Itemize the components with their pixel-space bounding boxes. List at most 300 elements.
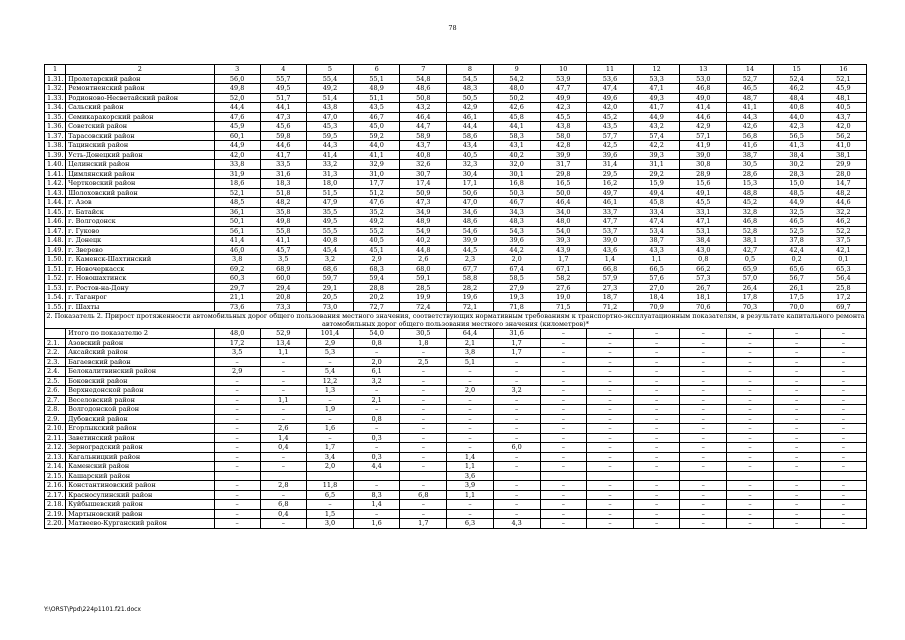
value-cell: 38,4 bbox=[773, 150, 820, 160]
district-name-cell: Багаевский район bbox=[66, 357, 215, 367]
value-cell: 3,2 bbox=[354, 376, 400, 386]
value-cell: 51,8 bbox=[260, 188, 306, 198]
value-cell: – bbox=[773, 329, 820, 339]
value-cell: 38,7 bbox=[727, 150, 773, 160]
value-cell: 73,3 bbox=[260, 302, 306, 312]
value-cell: – bbox=[634, 424, 680, 434]
value-cell: – bbox=[586, 519, 633, 529]
value-cell: 2,8 bbox=[260, 481, 306, 491]
row-number-cell: 1.40. bbox=[45, 160, 66, 170]
value-cell: – bbox=[727, 462, 773, 472]
value-cell: 17,4 bbox=[400, 179, 447, 189]
value-cell: – bbox=[400, 433, 447, 443]
value-cell: – bbox=[586, 338, 633, 348]
table-row bbox=[45, 338, 867, 348]
value-cell: 43,2 bbox=[634, 122, 680, 132]
value-cell: 41,4 bbox=[680, 103, 727, 113]
value-cell: 42,6 bbox=[493, 103, 540, 113]
value-cell: 48,4 bbox=[773, 93, 820, 103]
table-row bbox=[45, 93, 867, 103]
value-cell: – bbox=[773, 348, 820, 358]
value-cell: 35,2 bbox=[354, 207, 400, 217]
value-cell: 49,6 bbox=[586, 93, 633, 103]
value-cell bbox=[586, 471, 633, 481]
district-name-cell: г. Ростов-на-Дону bbox=[66, 283, 215, 293]
value-cell: 29,1 bbox=[306, 283, 353, 293]
row-number-cell: 1.50. bbox=[45, 255, 66, 265]
table-row bbox=[45, 264, 867, 274]
row-number-cell: 1.44. bbox=[45, 198, 66, 208]
value-cell: 32,3 bbox=[447, 160, 493, 170]
table-row bbox=[45, 367, 867, 377]
value-cell: – bbox=[540, 490, 586, 500]
column-number-header: 12 bbox=[634, 65, 680, 75]
value-cell: 42,4 bbox=[773, 245, 820, 255]
value-cell: 64,4 bbox=[447, 329, 493, 339]
value-cell: – bbox=[586, 348, 633, 358]
district-name-cell: г. Шахты bbox=[66, 302, 215, 312]
value-cell: – bbox=[400, 509, 447, 519]
value-cell: – bbox=[820, 348, 866, 358]
table-row bbox=[45, 283, 867, 293]
value-cell: 35,5 bbox=[306, 207, 353, 217]
value-cell: – bbox=[586, 376, 633, 386]
value-cell: 45,2 bbox=[586, 112, 633, 122]
value-cell: 42,7 bbox=[727, 245, 773, 255]
column-number-header: 1 bbox=[45, 65, 66, 75]
value-cell: 46,8 bbox=[727, 217, 773, 227]
value-cell: 55,5 bbox=[306, 226, 353, 236]
value-cell: 54,2 bbox=[493, 74, 540, 84]
value-cell: – bbox=[400, 395, 447, 405]
value-cell: 56,5 bbox=[773, 131, 820, 141]
row-number-cell: 1.41. bbox=[45, 169, 66, 179]
value-cell: – bbox=[727, 519, 773, 529]
value-cell: 2,9 bbox=[354, 255, 400, 265]
row-number-cell: 1.52. bbox=[45, 274, 66, 284]
value-cell: – bbox=[680, 481, 727, 491]
value-cell: – bbox=[773, 443, 820, 453]
value-cell: – bbox=[727, 509, 773, 519]
value-cell: 69,7 bbox=[820, 302, 866, 312]
value-cell: 49,1 bbox=[680, 188, 727, 198]
value-cell: 31,0 bbox=[354, 169, 400, 179]
value-cell: 44,1 bbox=[260, 103, 306, 113]
value-cell: 46,5 bbox=[727, 84, 773, 94]
value-cell bbox=[354, 471, 400, 481]
value-cell: 59,4 bbox=[354, 274, 400, 284]
value-cell: 56,4 bbox=[820, 274, 866, 284]
section-title-row bbox=[45, 312, 867, 329]
district-name-cell: Веселовский район bbox=[66, 395, 215, 405]
value-cell: 26,4 bbox=[727, 283, 773, 293]
value-cell bbox=[493, 471, 540, 481]
value-cell: 18,4 bbox=[634, 293, 680, 303]
value-cell: – bbox=[773, 357, 820, 367]
row-number-cell: 2.12. bbox=[45, 443, 66, 453]
value-cell: 59,7 bbox=[306, 274, 353, 284]
value-cell: 45,4 bbox=[306, 245, 353, 255]
table-row bbox=[45, 207, 867, 217]
value-cell: 34,9 bbox=[400, 207, 447, 217]
value-cell: 28,6 bbox=[727, 169, 773, 179]
value-cell: – bbox=[354, 405, 400, 415]
value-cell: 35,8 bbox=[260, 207, 306, 217]
value-cell: 73,0 bbox=[306, 302, 353, 312]
row-number-cell: 1.53. bbox=[45, 283, 66, 293]
value-cell: – bbox=[634, 490, 680, 500]
value-cell: 71,8 bbox=[493, 302, 540, 312]
value-cell: 16,8 bbox=[493, 179, 540, 189]
value-cell: – bbox=[820, 395, 866, 405]
district-name-cell: Каменский район bbox=[66, 462, 215, 472]
value-cell: 40,5 bbox=[354, 236, 400, 246]
value-cell: 1,1 bbox=[260, 348, 306, 358]
value-cell: – bbox=[680, 490, 727, 500]
value-cell: – bbox=[634, 395, 680, 405]
value-cell: – bbox=[634, 338, 680, 348]
value-cell: 0,3 bbox=[354, 433, 400, 443]
value-cell: – bbox=[634, 329, 680, 339]
value-cell: 27,0 bbox=[634, 283, 680, 293]
table-row bbox=[45, 169, 867, 179]
value-cell: – bbox=[773, 386, 820, 396]
value-cell: 5,1 bbox=[447, 357, 493, 367]
value-cell: 46,7 bbox=[354, 112, 400, 122]
value-cell: – bbox=[306, 357, 353, 367]
column-number-header: 5 bbox=[306, 65, 353, 75]
value-cell: 48,2 bbox=[260, 198, 306, 208]
value-cell: – bbox=[586, 500, 633, 510]
value-cell bbox=[820, 471, 866, 481]
value-cell: 37,8 bbox=[773, 236, 820, 246]
value-cell: 15,3 bbox=[727, 179, 773, 189]
table-row bbox=[45, 471, 867, 481]
value-cell: – bbox=[680, 509, 727, 519]
row-number-cell: 1.31. bbox=[45, 74, 66, 84]
row-number-cell: 1.34. bbox=[45, 103, 66, 113]
value-cell: 48,5 bbox=[773, 188, 820, 198]
value-cell: 17,2 bbox=[820, 293, 866, 303]
value-cell: – bbox=[634, 386, 680, 396]
table-row bbox=[45, 519, 867, 529]
value-cell: 0,4 bbox=[260, 443, 306, 453]
value-cell: 40,8 bbox=[306, 236, 353, 246]
value-cell: – bbox=[727, 329, 773, 339]
value-cell: 6,3 bbox=[447, 519, 493, 529]
table-row bbox=[45, 481, 867, 491]
row-number-cell: 1.43. bbox=[45, 188, 66, 198]
value-cell: 6,1 bbox=[354, 367, 400, 377]
value-cell: 42,3 bbox=[540, 103, 586, 113]
value-cell: – bbox=[354, 509, 400, 519]
value-cell: 4,3 bbox=[493, 519, 540, 529]
value-cell: – bbox=[586, 357, 633, 367]
value-cell: – bbox=[727, 424, 773, 434]
value-cell: 2,6 bbox=[260, 424, 306, 434]
value-cell: 1,4 bbox=[586, 255, 633, 265]
value-cell: 52,9 bbox=[260, 329, 306, 339]
value-cell: – bbox=[727, 395, 773, 405]
value-cell: 30,7 bbox=[400, 169, 447, 179]
value-cell: – bbox=[260, 386, 306, 396]
value-cell: 16,5 bbox=[540, 179, 586, 189]
value-cell: – bbox=[634, 433, 680, 443]
value-cell: 54,6 bbox=[447, 226, 493, 236]
row-number-cell: 1.55. bbox=[45, 302, 66, 312]
value-cell: 32,2 bbox=[820, 207, 866, 217]
value-cell: – bbox=[773, 452, 820, 462]
value-cell: 47,4 bbox=[586, 84, 633, 94]
value-cell: 0,1 bbox=[820, 255, 866, 265]
district-name-cell: Тацинский район bbox=[66, 141, 215, 151]
value-cell: – bbox=[447, 367, 493, 377]
value-cell: 31,4 bbox=[586, 160, 633, 170]
value-cell: 52,7 bbox=[727, 74, 773, 84]
table-row bbox=[45, 424, 867, 434]
value-cell: 48,1 bbox=[820, 93, 866, 103]
value-cell: 43,1 bbox=[493, 141, 540, 151]
district-name-cell: Мартыновский район bbox=[66, 509, 215, 519]
value-cell: – bbox=[680, 500, 727, 510]
value-cell: – bbox=[493, 367, 540, 377]
value-cell: 50,5 bbox=[447, 93, 493, 103]
row-number-cell: 1.47. bbox=[45, 226, 66, 236]
value-cell: 17,8 bbox=[727, 293, 773, 303]
value-cell: 42,0 bbox=[586, 103, 633, 113]
value-cell: 53,7 bbox=[586, 226, 633, 236]
value-cell: – bbox=[214, 405, 260, 415]
value-cell: – bbox=[773, 424, 820, 434]
value-cell: 1,1 bbox=[447, 462, 493, 472]
value-cell: 28,0 bbox=[820, 169, 866, 179]
value-cell: 53,0 bbox=[680, 74, 727, 84]
value-cell: 45,5 bbox=[540, 112, 586, 122]
value-cell: – bbox=[306, 414, 353, 424]
value-cell: – bbox=[727, 443, 773, 453]
table-row bbox=[45, 150, 867, 160]
value-cell: 57,9 bbox=[586, 274, 633, 284]
value-cell: 72,4 bbox=[400, 302, 447, 312]
value-cell: – bbox=[400, 414, 447, 424]
value-cell: 42,9 bbox=[680, 122, 727, 132]
value-cell: 43,8 bbox=[306, 103, 353, 113]
value-cell: 1,3 bbox=[306, 386, 353, 396]
value-cell: – bbox=[493, 452, 540, 462]
value-cell: 54,0 bbox=[540, 226, 586, 236]
value-cell: 71,2 bbox=[586, 302, 633, 312]
value-cell: 54,9 bbox=[400, 226, 447, 236]
value-cell: 58,3 bbox=[493, 131, 540, 141]
value-cell: 41,1 bbox=[727, 103, 773, 113]
value-cell: – bbox=[214, 414, 260, 424]
value-cell: – bbox=[400, 481, 447, 491]
value-cell: – bbox=[493, 481, 540, 491]
value-cell: – bbox=[214, 386, 260, 396]
value-cell: 38,1 bbox=[820, 150, 866, 160]
row-number-cell: 2.19. bbox=[45, 509, 66, 519]
value-cell: – bbox=[540, 519, 586, 529]
value-cell: 44,9 bbox=[773, 198, 820, 208]
table-row bbox=[45, 509, 867, 519]
value-cell: 49,0 bbox=[680, 93, 727, 103]
value-cell: 43,8 bbox=[540, 122, 586, 132]
value-cell: 48,2 bbox=[820, 188, 866, 198]
value-cell: – bbox=[727, 386, 773, 396]
value-cell: 48,7 bbox=[727, 93, 773, 103]
value-cell: – bbox=[634, 348, 680, 358]
value-cell: – bbox=[540, 500, 586, 510]
value-cell: 3,2 bbox=[306, 255, 353, 265]
value-cell: 18,1 bbox=[680, 293, 727, 303]
value-cell: – bbox=[540, 367, 586, 377]
value-cell: 38,7 bbox=[634, 236, 680, 246]
value-cell: 47,7 bbox=[586, 217, 633, 227]
value-cell: – bbox=[773, 519, 820, 529]
district-name-cell: Аксайский район bbox=[66, 348, 215, 358]
value-cell: – bbox=[447, 395, 493, 405]
value-cell: 48,0 bbox=[493, 84, 540, 94]
value-cell: 57,6 bbox=[634, 274, 680, 284]
value-cell: 17,2 bbox=[214, 338, 260, 348]
value-cell: 49,8 bbox=[214, 84, 260, 94]
value-cell: – bbox=[493, 376, 540, 386]
value-cell: 26,1 bbox=[773, 283, 820, 293]
value-cell: 48,6 bbox=[447, 217, 493, 227]
value-cell: 44,2 bbox=[493, 245, 540, 255]
value-cell: 58,9 bbox=[400, 131, 447, 141]
value-cell: 32,5 bbox=[773, 207, 820, 217]
value-cell: – bbox=[447, 424, 493, 434]
value-cell: 49,8 bbox=[260, 217, 306, 227]
value-cell: 45,8 bbox=[634, 198, 680, 208]
value-cell: – bbox=[680, 462, 727, 472]
value-cell: 41,3 bbox=[773, 141, 820, 151]
value-cell: – bbox=[773, 376, 820, 386]
district-name-cell: Боковский район bbox=[66, 376, 215, 386]
table-row bbox=[45, 414, 867, 424]
value-cell: 73,6 bbox=[214, 302, 260, 312]
value-cell: – bbox=[540, 424, 586, 434]
value-cell: 58,0 bbox=[540, 131, 586, 141]
value-cell: – bbox=[820, 452, 866, 462]
value-cell: 32,9 bbox=[354, 160, 400, 170]
table-row bbox=[45, 293, 867, 303]
value-cell: 52,1 bbox=[214, 188, 260, 198]
value-cell: 41,7 bbox=[634, 103, 680, 113]
value-cell: 72,7 bbox=[354, 302, 400, 312]
value-cell: 47,1 bbox=[680, 217, 727, 227]
value-cell bbox=[634, 471, 680, 481]
value-cell: 6,8 bbox=[260, 500, 306, 510]
value-cell: – bbox=[727, 433, 773, 443]
value-cell: 42,0 bbox=[820, 122, 866, 132]
value-cell: – bbox=[260, 452, 306, 462]
value-cell: 3,2 bbox=[493, 386, 540, 396]
value-cell: 51,5 bbox=[306, 188, 353, 198]
value-cell: 2,6 bbox=[400, 255, 447, 265]
value-cell: – bbox=[586, 395, 633, 405]
value-cell: 36,1 bbox=[214, 207, 260, 217]
value-cell: – bbox=[400, 443, 447, 453]
total-row bbox=[45, 329, 867, 339]
value-cell: – bbox=[260, 367, 306, 377]
value-cell: – bbox=[680, 452, 727, 462]
value-cell: 55,7 bbox=[260, 74, 306, 84]
value-cell: – bbox=[634, 481, 680, 491]
value-cell: 65,6 bbox=[773, 264, 820, 274]
data-table bbox=[44, 64, 867, 529]
value-cell: 43,5 bbox=[354, 103, 400, 113]
value-cell: 57,7 bbox=[586, 131, 633, 141]
value-cell: – bbox=[540, 481, 586, 491]
value-cell: – bbox=[586, 443, 633, 453]
value-cell: – bbox=[680, 376, 727, 386]
value-cell: 59,8 bbox=[260, 131, 306, 141]
value-cell: – bbox=[773, 462, 820, 472]
value-cell: – bbox=[727, 414, 773, 424]
row-number-cell: 2.16. bbox=[45, 481, 66, 491]
value-cell: 52,1 bbox=[820, 74, 866, 84]
value-cell: – bbox=[493, 490, 540, 500]
value-cell: 14,7 bbox=[820, 179, 866, 189]
value-cell: 47,4 bbox=[634, 217, 680, 227]
value-cell: – bbox=[400, 452, 447, 462]
value-cell: 2,9 bbox=[306, 338, 353, 348]
value-cell: 52,0 bbox=[214, 93, 260, 103]
value-cell: 41,4 bbox=[214, 236, 260, 246]
value-cell: – bbox=[680, 386, 727, 396]
value-cell: 48,5 bbox=[214, 198, 260, 208]
value-cell: – bbox=[634, 452, 680, 462]
row-number-cell: 2.15. bbox=[45, 471, 66, 481]
value-cell: – bbox=[260, 490, 306, 500]
value-cell: 72,1 bbox=[447, 302, 493, 312]
district-name-cell: Чертковский район bbox=[66, 179, 215, 189]
district-name-cell: г. Батайск bbox=[66, 207, 215, 217]
value-cell: 3,5 bbox=[260, 255, 306, 265]
value-cell: 19,6 bbox=[447, 293, 493, 303]
value-cell: 1,7 bbox=[540, 255, 586, 265]
row-number-cell: 1.35. bbox=[45, 112, 66, 122]
value-cell: 0,8 bbox=[354, 414, 400, 424]
district-name-cell: Матвеево-Курганский район bbox=[66, 519, 215, 529]
value-cell: 45,5 bbox=[680, 198, 727, 208]
district-name-cell: г. Каменск-Шахтинский bbox=[66, 255, 215, 265]
value-cell: 40,8 bbox=[773, 103, 820, 113]
value-cell: 17,5 bbox=[773, 293, 820, 303]
value-cell: 15,6 bbox=[680, 179, 727, 189]
value-cell: 50,3 bbox=[493, 188, 540, 198]
district-name-cell: Константиновский район bbox=[66, 481, 215, 491]
value-cell: – bbox=[586, 509, 633, 519]
column-number-header: 9 bbox=[493, 65, 540, 75]
value-cell: – bbox=[540, 452, 586, 462]
value-cell: 3,8 bbox=[214, 255, 260, 265]
value-cell: 46,1 bbox=[447, 112, 493, 122]
value-cell: 33,4 bbox=[634, 207, 680, 217]
value-cell: 52,2 bbox=[820, 226, 866, 236]
district-name-cell: г. Волгодонск bbox=[66, 217, 215, 227]
value-cell: 45,3 bbox=[306, 122, 353, 132]
value-cell: 4,4 bbox=[354, 462, 400, 472]
value-cell: – bbox=[586, 405, 633, 415]
row-number-cell: 1.48. bbox=[45, 236, 66, 246]
value-cell: – bbox=[214, 509, 260, 519]
value-cell: 56,0 bbox=[214, 74, 260, 84]
value-cell: 2,5 bbox=[400, 357, 447, 367]
value-cell: 29,5 bbox=[586, 169, 633, 179]
